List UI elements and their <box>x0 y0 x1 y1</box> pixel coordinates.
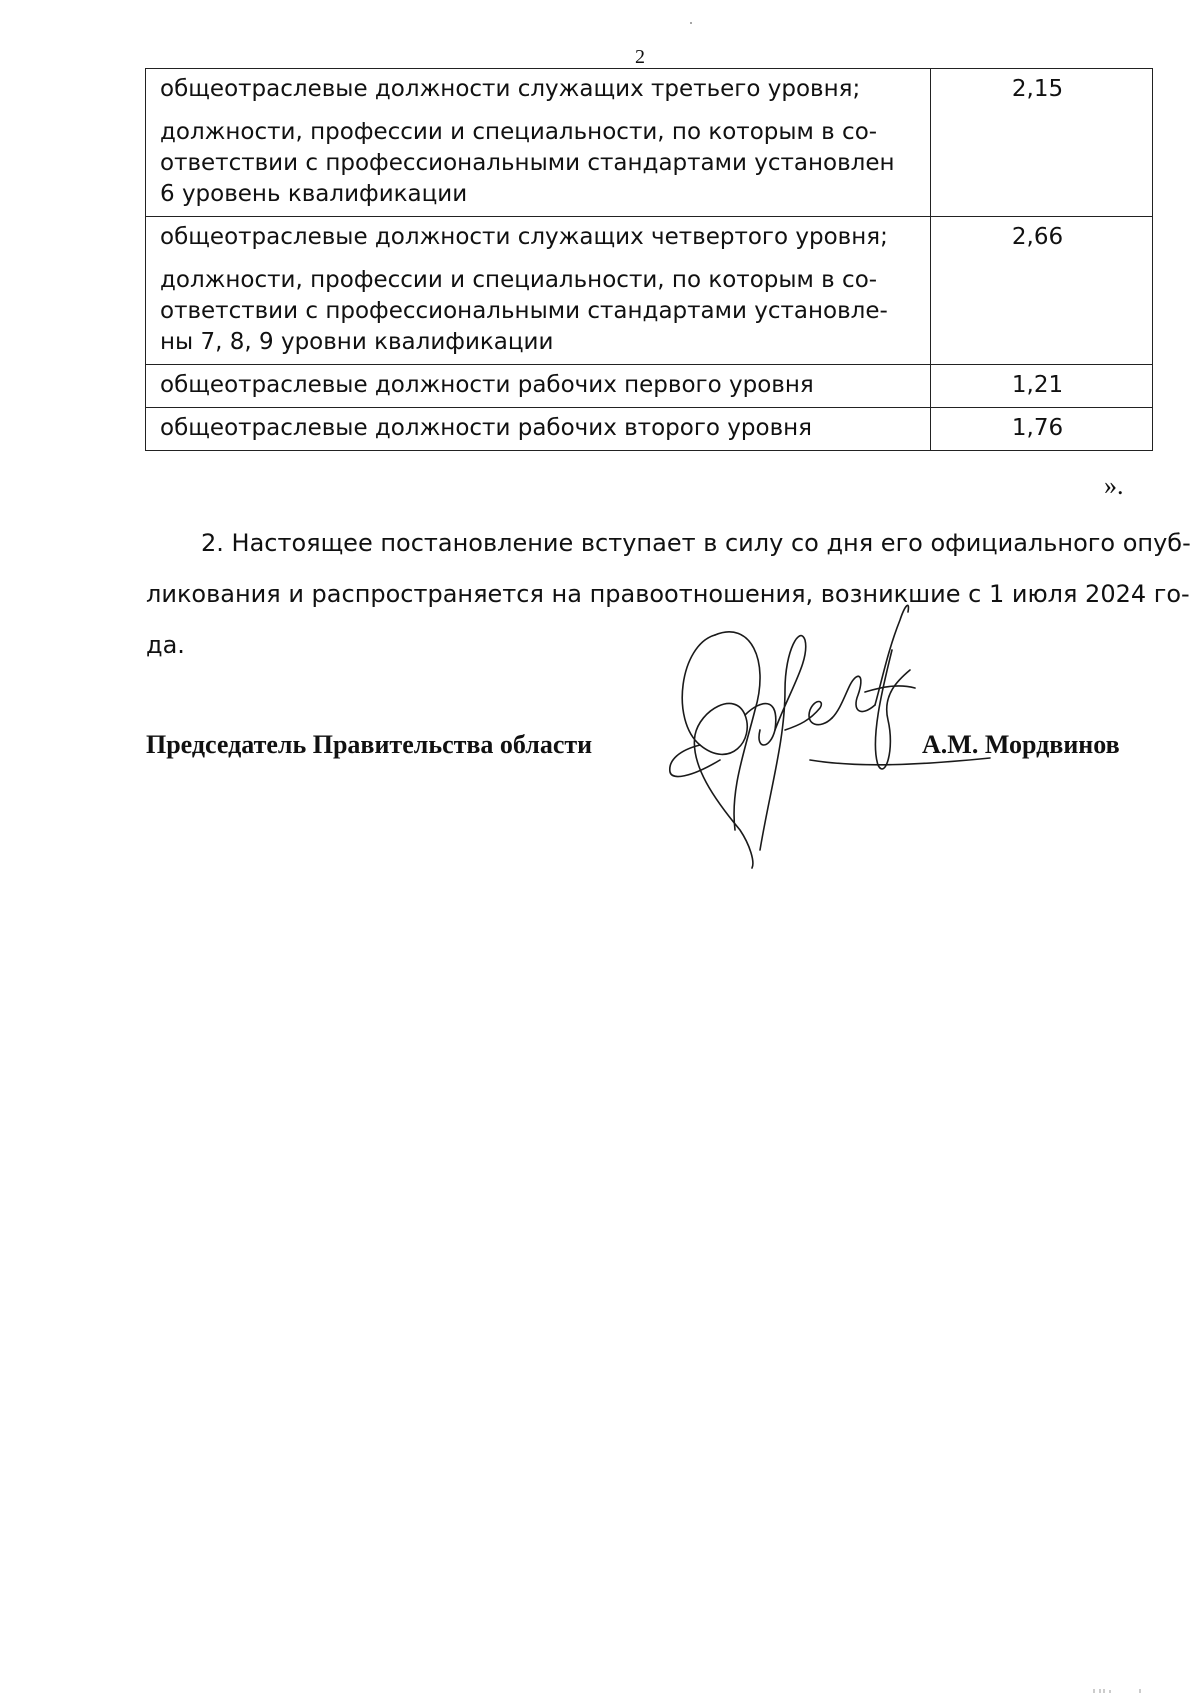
position-line: общеотраслевые должности рабочих второго уровня <box>160 415 812 441</box>
position-line: должности, профессии и специальности, по которым в со- <box>160 119 878 145</box>
position-cell <box>146 217 931 365</box>
position-line: общеотраслевые должности рабочих первого уровня <box>160 372 814 398</box>
scan-dot-mark <box>690 22 692 24</box>
coefficient-value-cell: 2,66 <box>931 217 1153 365</box>
position-line: ответствии с профессиональными стандартами установле- <box>160 298 888 324</box>
paragraph-line: 2. Настоящее постановление вступает в силу со дня его официального опуб- <box>201 529 1191 557</box>
paragraph-line: да. <box>146 631 185 659</box>
position-cell <box>146 408 931 451</box>
position-cell <box>146 365 931 408</box>
coefficient-value-cell: 1,21 <box>931 365 1153 408</box>
signatory-title: Председатель Правительства области <box>146 730 593 759</box>
position-line: ответствии с профессиональными стандартами установлен <box>160 150 895 176</box>
paragraph-line: ликования и распространяется на правоотношения, возникшие с 1 июля 2024 го- <box>146 580 1190 608</box>
page-number: 2 <box>635 46 645 68</box>
cell-gap <box>160 105 916 117</box>
coefficient-value-cell: 2,15 <box>931 69 1153 217</box>
table-row <box>146 365 1153 408</box>
table-row <box>146 69 1153 217</box>
table-row <box>146 408 1153 451</box>
table-row <box>146 217 1153 365</box>
scan-artifact-icon <box>1092 1688 1152 1694</box>
position-line: общеотраслевые должности служащих третьего уровня; <box>160 76 861 102</box>
coefficient-table <box>145 68 1153 451</box>
position-cell <box>146 69 931 217</box>
cell-gap <box>160 253 916 265</box>
position-line: 6 уровень квалификации <box>160 181 468 207</box>
position-line: общеотраслевые должности служащих четвертого уровня; <box>160 224 888 250</box>
closing-quote: ». <box>1104 471 1124 500</box>
coefficient-value-cell: 1,76 <box>931 408 1153 451</box>
position-line: должности, профессии и специальности, по которым в со- <box>160 267 878 293</box>
signatory-name: А.М. Мордвинов <box>922 730 1120 759</box>
position-line: ны 7, 8, 9 уровни квалификации <box>160 329 554 355</box>
